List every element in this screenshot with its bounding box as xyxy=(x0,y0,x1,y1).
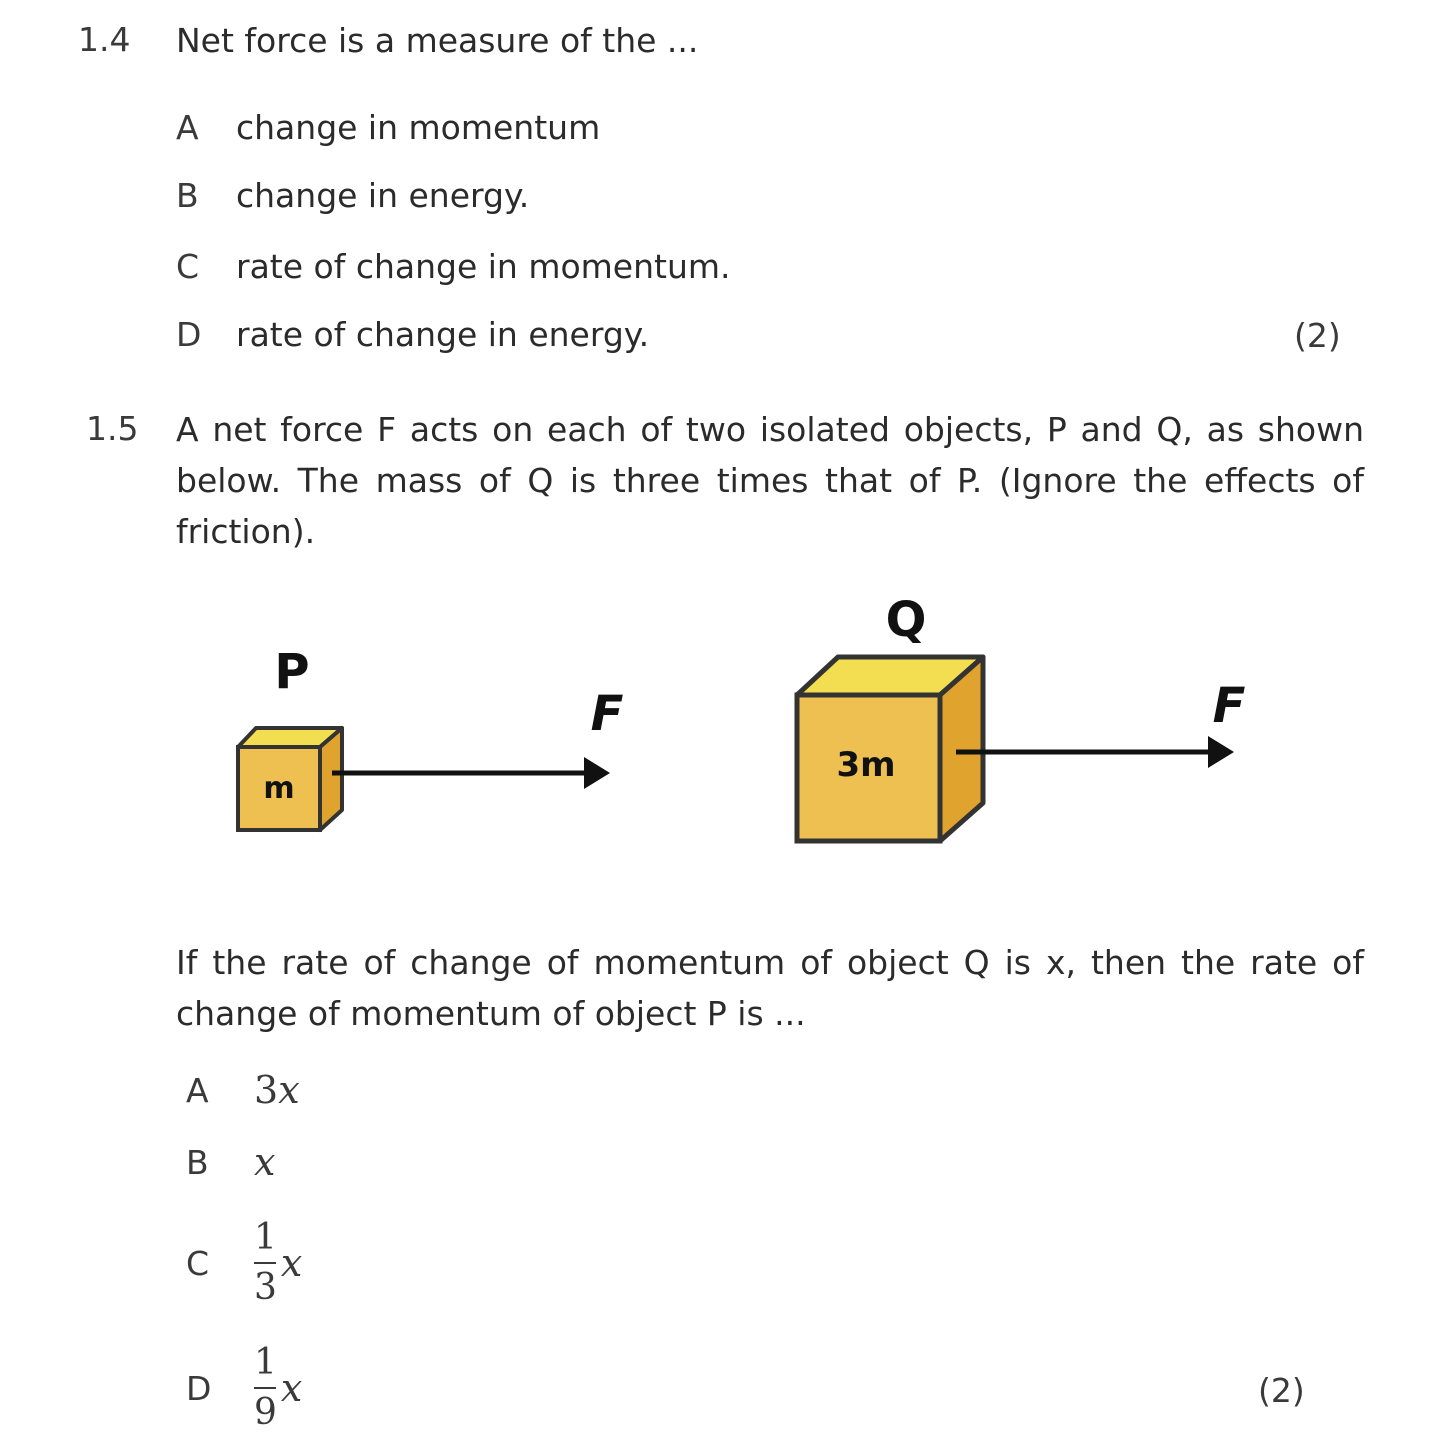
variable: x xyxy=(280,1241,303,1285)
variable: x xyxy=(280,1366,303,1410)
fraction-bar xyxy=(254,1387,276,1389)
q-force-label: F xyxy=(1212,678,1246,734)
option-letter: B xyxy=(186,1142,209,1182)
option-b[interactable] xyxy=(176,176,529,216)
question-number: 1.4 xyxy=(78,20,131,59)
option-letter: A xyxy=(186,1070,209,1110)
option-text: rate of change in momentum. xyxy=(236,247,731,286)
p-force-arrow xyxy=(332,757,610,789)
fraction xyxy=(254,1343,277,1433)
option-letter: A xyxy=(176,108,199,147)
numerator: 1 xyxy=(254,1342,277,1383)
option-a[interactable] xyxy=(176,108,600,148)
question-text: If the rate of change of momentum of object Q is x, then the rate of change of momentum of object P is ... xyxy=(176,943,1364,1033)
option-letter: B xyxy=(176,176,199,215)
option-letter: D xyxy=(186,1368,212,1408)
option-expression xyxy=(254,1140,275,1184)
fraction-bar xyxy=(254,1262,276,1264)
marks-allocation: (2) xyxy=(1294,316,1341,355)
p-label: P xyxy=(274,644,310,700)
variable: x xyxy=(278,1068,300,1112)
option-d[interactable] xyxy=(186,1343,302,1433)
option-letter: C xyxy=(186,1243,210,1283)
variable: x xyxy=(254,1140,276,1184)
option-b[interactable] xyxy=(186,1140,275,1184)
coefficient: 3 xyxy=(254,1068,279,1112)
question-number: 1.5 xyxy=(86,409,139,448)
q-mass-label: 3m xyxy=(836,745,896,785)
option-text: rate of change in energy. xyxy=(236,315,650,354)
numerator: 1 xyxy=(254,1217,277,1258)
q-label: Q xyxy=(885,592,927,648)
denominator: 9 xyxy=(254,1392,277,1433)
question-stem: A net force F acts on each of two isolated objects, P and Q, as shown below. The mass of Q is three times that of P. (Ignore the effects of friction). xyxy=(176,410,1364,551)
option-d[interactable] xyxy=(176,315,649,355)
p-mass-label: m xyxy=(263,771,295,806)
option-c[interactable] xyxy=(176,247,731,287)
option-expression xyxy=(254,1068,300,1112)
option-text: change in momentum xyxy=(236,108,601,147)
option-c[interactable] xyxy=(186,1218,302,1308)
fraction xyxy=(254,1218,277,1308)
option-a[interactable] xyxy=(186,1068,300,1112)
option-letter: C xyxy=(176,247,200,286)
force-diagram xyxy=(0,580,1445,910)
question-stem: Net force is a measure of the ... xyxy=(176,21,699,60)
p-force-label: F xyxy=(590,686,624,742)
option-text: change in energy. xyxy=(236,176,530,215)
marks-allocation: (2) xyxy=(1258,1371,1305,1410)
q-force-arrow xyxy=(956,736,1234,768)
p-side-face xyxy=(320,728,342,830)
denominator: 3 xyxy=(254,1267,277,1308)
option-letter: D xyxy=(176,315,202,354)
